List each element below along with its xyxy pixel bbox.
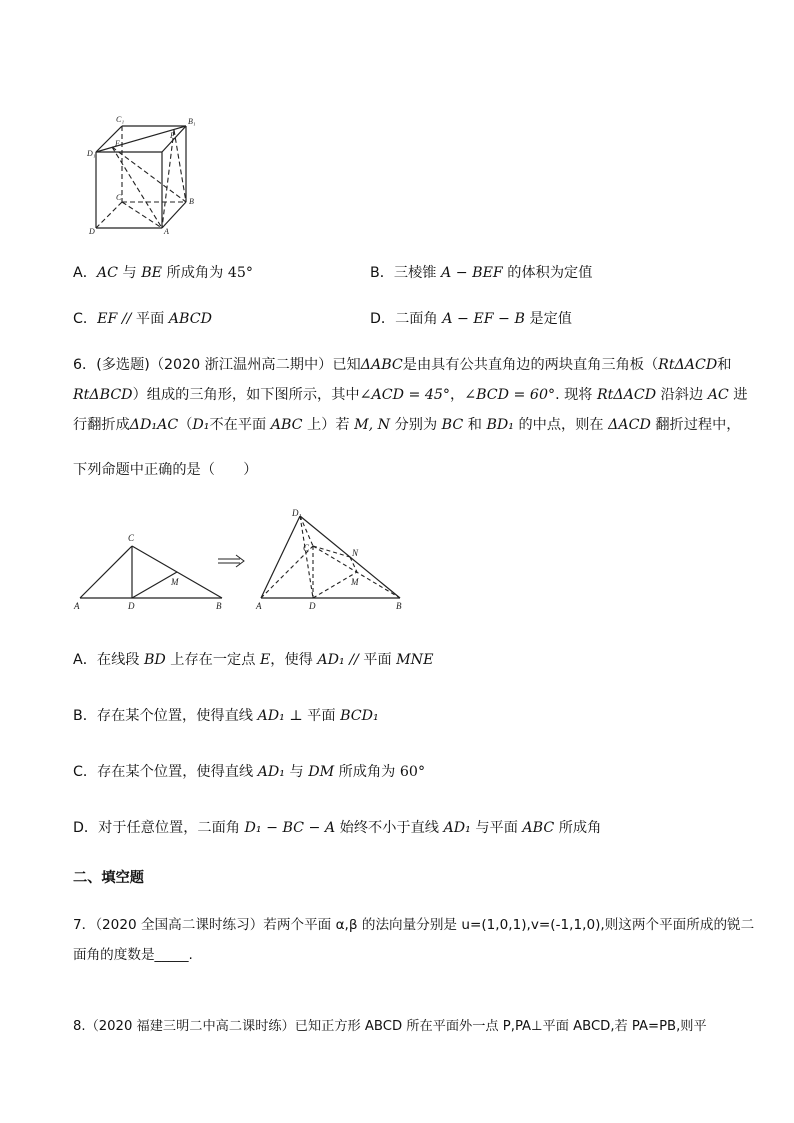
text: 的体积为定值: [502, 265, 593, 281]
text: 与平面: [470, 820, 523, 836]
math: D₁: [192, 417, 210, 433]
math: AD₁: [443, 820, 471, 836]
diag-C-A: [122, 202, 162, 228]
text: 所成角为: [334, 764, 400, 780]
option-b-prefix: B．三棱锥: [370, 265, 441, 281]
label-A: A: [164, 227, 169, 236]
option-c-prefix: C．: [73, 311, 98, 327]
label-A: A: [74, 601, 80, 611]
q8-line-1: 8.（2020 福建三明二中高二课时练）已知正方形 ABCD 所在平面外一点 P,PA⊥平面 ABCD,若 PA=PB,则平: [73, 1019, 707, 1034]
fold-figure: [70, 506, 415, 614]
math: ΔACD: [608, 417, 651, 433]
math: RtΔACD: [596, 387, 657, 403]
math-ac: AC: [96, 265, 119, 281]
text: 与: [284, 764, 309, 780]
arrow-icon: [218, 555, 244, 567]
q6-option-d: [73, 818, 601, 838]
label-D: D: [128, 601, 135, 611]
text: 与: [118, 265, 142, 281]
text: 是定值: [524, 311, 572, 327]
text: 所成角为: [162, 265, 228, 281]
math: AD₁ //: [317, 652, 364, 668]
label-E: E: [115, 139, 120, 148]
math: AD₁: [257, 764, 285, 780]
label-D1: D₁: [292, 508, 302, 518]
math: BC: [441, 417, 464, 433]
text: 平面: [135, 311, 169, 327]
math: ΔD₁AC: [129, 417, 179, 433]
cube-figure: [86, 106, 204, 236]
text: 上存在一定点: [165, 652, 260, 668]
text: ）组成的三角形，如下图所示，其中: [132, 387, 360, 403]
text: 是由具有公共直角边的两块直角三角板（: [402, 357, 659, 373]
text: 下列命题中正确的是（ ）: [73, 462, 258, 478]
label-F: F: [170, 131, 175, 140]
label-M: M: [171, 577, 179, 587]
text: 和: [717, 357, 732, 373]
label-B: B: [189, 197, 194, 206]
math: ΔABC: [360, 357, 403, 373]
text: （: [178, 417, 193, 433]
math: ABC: [522, 820, 555, 836]
label-D: D: [89, 227, 95, 236]
math: RtΔBCD: [73, 387, 133, 403]
q6-line-2: [73, 385, 748, 405]
text: 进: [728, 387, 748, 403]
label-N: N: [352, 548, 359, 558]
q5-option-d: [370, 309, 572, 329]
text: 始终不小于直线: [335, 820, 444, 836]
math-be: BE: [141, 265, 163, 281]
q6-option-b: [73, 706, 379, 726]
seg-F-B: [174, 130, 186, 202]
label-C: C: [128, 533, 135, 543]
math: BCD₁: [340, 708, 379, 724]
label-C-r: C: [303, 543, 310, 553]
q5-option-c: [73, 309, 212, 329]
q5-option-a: [73, 263, 253, 283]
text: 分别为: [390, 417, 442, 433]
text: ，: [450, 387, 465, 403]
math: ABC: [270, 417, 303, 433]
text: 和: [463, 417, 487, 433]
math: 60°: [399, 764, 426, 780]
label-B-r: B: [396, 601, 402, 611]
math: RtΔACD: [658, 357, 718, 373]
seg-E-A: [112, 147, 162, 228]
q6-line-1: [73, 355, 731, 375]
text: 的中点，则在: [513, 417, 609, 433]
math: BD₁: [486, 417, 514, 433]
math-45deg: 45°: [227, 265, 253, 281]
q7-line-1: 7．（2020 全国高二课时练习）若两个平面 α,β 的法向量分别是 u=(1,0,1),v=(-1,1,0),则这两个平面所成的锐二: [73, 917, 755, 933]
math: DM: [308, 764, 335, 780]
text: . 现将: [555, 387, 597, 403]
math: AD₁ ⊥: [257, 708, 308, 724]
seg-E-B: [112, 147, 186, 202]
option-a-prefix: A．: [73, 265, 97, 281]
seg-A-D1: [261, 516, 300, 598]
text: 行翻折成: [73, 417, 130, 433]
label-C: C: [116, 193, 122, 202]
text: C．存在某个位置，使得直线: [73, 764, 258, 780]
label-D1: D₁: [87, 149, 96, 158]
text: 沿斜边: [656, 387, 708, 403]
math-ef-parallel: EF //: [97, 311, 136, 327]
math: AC: [707, 387, 729, 403]
text: 上）若: [302, 417, 355, 433]
q6-option-a: [73, 650, 433, 670]
text: 翻折过程中，: [650, 417, 741, 433]
text: D．对于任意位置，二面角: [73, 820, 245, 836]
text: 平面: [363, 652, 397, 668]
math: D₁ − BC − A: [244, 820, 336, 836]
math: BD: [143, 652, 166, 668]
math: MNE: [396, 652, 434, 668]
edge-A-B: [162, 202, 186, 228]
text: ，使得: [270, 652, 318, 668]
math: E: [259, 652, 271, 668]
seg-C-N: [313, 546, 350, 557]
edge-C-D: [96, 202, 122, 228]
section-heading: 二、填空题: [73, 870, 144, 886]
math-a-ef-b: A − EF − B: [442, 311, 525, 327]
seg-A-C-r: [261, 546, 313, 598]
math: M, N: [354, 417, 391, 433]
math-abcd: ABCD: [168, 311, 212, 327]
seg-A-C: [80, 546, 132, 598]
q6-line-4: [73, 460, 257, 480]
label-M-r: M: [351, 577, 359, 587]
option-d-prefix: D．二面角: [370, 311, 443, 327]
q6-line-3: [73, 415, 740, 435]
label-B1: B₁: [188, 117, 196, 126]
text: 所成角: [554, 820, 602, 836]
math-a-bef: A − BEF: [441, 265, 503, 281]
q5-option-b: [370, 263, 592, 283]
text: 平面: [307, 708, 341, 724]
math: ∠ACD = 45°: [359, 387, 450, 403]
label-D-r: D: [309, 601, 316, 611]
text: B．存在某个位置，使得直线: [73, 708, 258, 724]
text: 6．(多选题)（2020 浙江温州高二期中）已知: [73, 357, 361, 373]
label-B: B: [216, 601, 222, 611]
q6-option-c: [73, 762, 425, 782]
label-C1: C₁: [116, 115, 125, 124]
label-A-r: A: [256, 601, 262, 611]
text: A．在线段: [73, 652, 144, 668]
q7-line-2: 面角的度数是_____.: [73, 947, 193, 963]
math: ∠BCD = 60°: [464, 387, 556, 403]
text: 不在平面: [209, 417, 271, 433]
